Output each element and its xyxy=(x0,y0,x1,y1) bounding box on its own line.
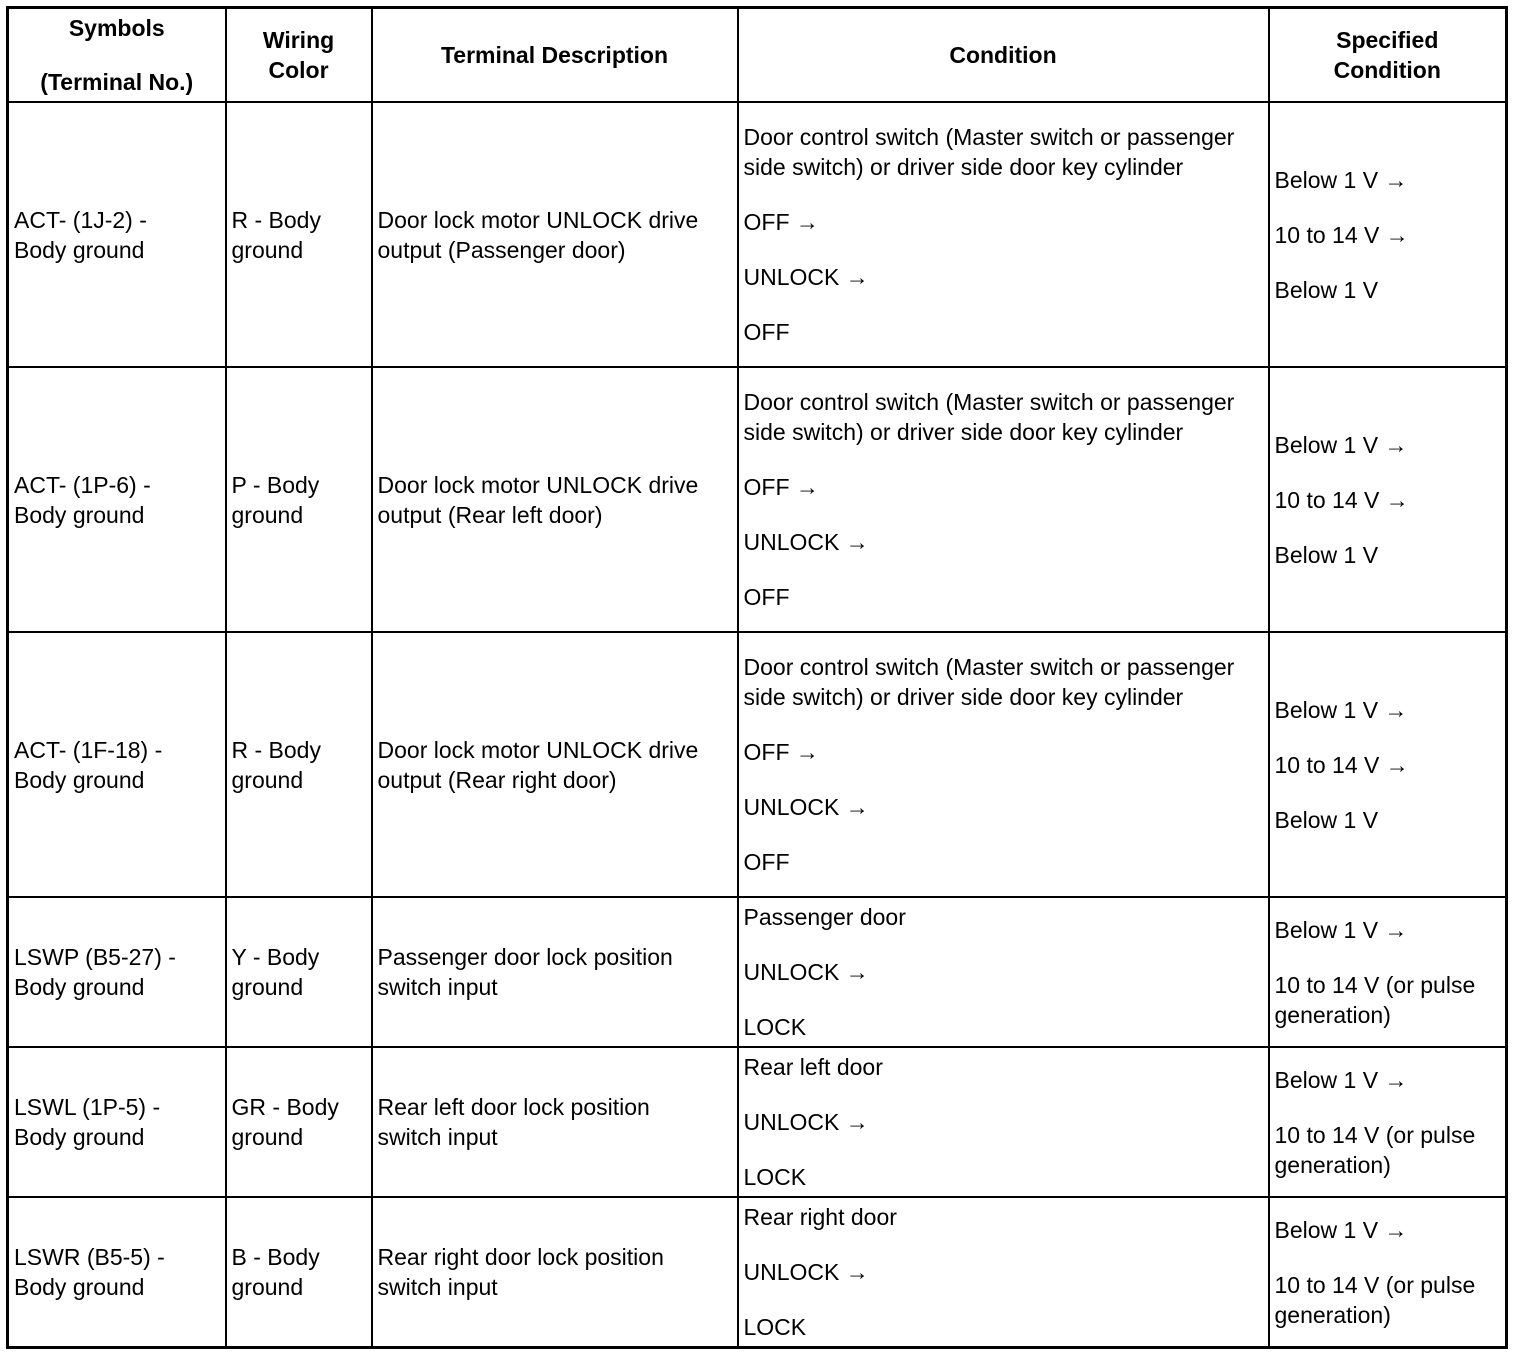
cell-description xyxy=(372,102,738,367)
table-row xyxy=(8,1047,1507,1197)
table-row xyxy=(8,102,1507,367)
cell-symbol xyxy=(8,632,226,897)
cell-description xyxy=(372,632,738,897)
condition-text: Door control switch (Master switch or passenger side switch) or driver side door key cylinder xyxy=(743,654,1235,710)
header-specified-condition xyxy=(1269,8,1507,103)
cell-specified-condition xyxy=(1269,102,1507,367)
table-row xyxy=(8,632,1507,897)
specified-value: 10 to 14 V (or pulse generation) xyxy=(1274,1121,1476,1178)
condition-text: Rear left door xyxy=(743,1054,883,1080)
specified-value: Below 1 V → xyxy=(1274,1066,1408,1093)
description-line: Passenger door lock position xyxy=(377,944,673,970)
cell-condition xyxy=(738,102,1269,367)
cell-wiring-color xyxy=(226,1197,372,1348)
cell-condition xyxy=(738,1047,1269,1197)
wiring-line: ground xyxy=(231,766,304,793)
cell-wiring-color xyxy=(226,102,372,367)
cell-wiring-color xyxy=(226,632,372,897)
specified-value: Below 1 V → xyxy=(1274,696,1408,723)
condition-step: OFF xyxy=(743,584,790,610)
wiring-line: ground xyxy=(231,974,304,1000)
cell-condition xyxy=(738,632,1269,897)
header-specified-line1: Specified xyxy=(1336,27,1439,53)
cell-description xyxy=(372,1047,738,1197)
header-symbols-line1: Symbols xyxy=(68,15,165,41)
header-wiring-color xyxy=(226,8,372,103)
description-line: Rear left door lock position xyxy=(377,1094,650,1120)
cell-symbol xyxy=(8,1047,226,1197)
header-row xyxy=(8,8,1507,103)
specified-value: 10 to 14 V → xyxy=(1274,751,1409,778)
symbol-line: ACT- (1J-2) - xyxy=(14,206,147,233)
condition-step: UNLOCK → xyxy=(743,264,869,290)
header-symbols xyxy=(8,8,226,103)
condition-text: Door control switch (Master switch or passenger side switch) or driver side door key cylinder xyxy=(743,124,1235,180)
symbol-line: LSWR (B5-5) - xyxy=(14,1244,165,1270)
cell-wiring-color xyxy=(226,897,372,1047)
description-line: output (Rear right door) xyxy=(377,766,617,793)
wiring-line: R - Body xyxy=(231,206,321,233)
cell-description xyxy=(372,897,738,1047)
header-wiring-line1: Wiring xyxy=(262,27,335,53)
wiring-line: R - Body xyxy=(231,736,321,763)
condition-text: Rear right door xyxy=(743,1204,897,1230)
cell-symbol xyxy=(8,367,226,632)
wiring-line: P - Body xyxy=(231,471,320,498)
condition-step: OFF → xyxy=(743,739,819,765)
description-line: Door lock motor UNLOCK drive xyxy=(377,471,699,498)
wiring-line: ground xyxy=(231,1124,304,1150)
condition-step: UNLOCK → xyxy=(743,529,869,555)
specified-value: 10 to 14 V → xyxy=(1274,221,1409,248)
condition-step: UNLOCK → xyxy=(743,1109,869,1135)
specified-value: Below 1 V xyxy=(1274,276,1379,303)
condition-text: Door control switch (Master switch or passenger side switch) or driver side door key cylinder xyxy=(743,389,1235,445)
symbol-line: Body ground xyxy=(14,1274,145,1300)
symbol-line: ACT- (1F-18) - xyxy=(14,736,163,763)
description-line: Door lock motor UNLOCK drive xyxy=(377,206,699,233)
table-row xyxy=(8,897,1507,1047)
cell-condition xyxy=(738,897,1269,1047)
header-symbols-line2: (Terminal No.) xyxy=(40,69,194,95)
table-body xyxy=(8,102,1507,1348)
cell-condition xyxy=(738,367,1269,632)
table-row xyxy=(8,367,1507,632)
cell-wiring-color xyxy=(226,1047,372,1197)
specified-value: 10 to 14 V (or pulse generation) xyxy=(1274,1271,1476,1328)
description-line: Rear right door lock position xyxy=(377,1244,664,1270)
cell-specified-condition xyxy=(1269,897,1507,1047)
cell-wiring-color xyxy=(226,367,372,632)
cell-specified-condition xyxy=(1269,632,1507,897)
specified-value: Below 1 V → xyxy=(1274,1216,1408,1243)
description-line: switch input xyxy=(377,1124,498,1150)
symbol-line: Body ground xyxy=(14,974,145,1000)
specified-value: 10 to 14 V (or pulse generation) xyxy=(1274,971,1476,1028)
symbol-line: Body ground xyxy=(14,766,145,793)
symbol-line: ACT- (1P-6) - xyxy=(14,471,151,498)
condition-step: LOCK xyxy=(743,1164,807,1190)
specified-value: Below 1 V → xyxy=(1274,431,1408,458)
cell-symbol xyxy=(8,897,226,1047)
symbol-line: LSWP (B5-27) - xyxy=(14,944,176,970)
wiring-line: Y - Body xyxy=(231,944,320,970)
symbol-line: Body ground xyxy=(14,501,145,528)
wiring-line: ground xyxy=(231,236,304,263)
condition-step: OFF → xyxy=(743,474,819,500)
cell-symbol xyxy=(8,1197,226,1348)
cell-specified-condition xyxy=(1269,1047,1507,1197)
condition-step: UNLOCK → xyxy=(743,959,869,985)
specified-value: Below 1 V xyxy=(1274,806,1379,833)
condition-step: OFF xyxy=(743,319,790,345)
cell-condition xyxy=(738,1197,1269,1348)
wiring-line: ground xyxy=(231,501,304,528)
specified-value: Below 1 V → xyxy=(1274,166,1408,193)
description-line: output (Rear left door) xyxy=(377,501,603,528)
specified-value: Below 1 V xyxy=(1274,541,1379,568)
cell-description xyxy=(372,1197,738,1348)
specified-value: 10 to 14 V → xyxy=(1274,486,1409,513)
header-terminal-description xyxy=(372,8,738,103)
terminal-table xyxy=(6,6,1508,1349)
cell-description xyxy=(372,367,738,632)
condition-step: LOCK xyxy=(743,1314,807,1340)
cell-specified-condition xyxy=(1269,367,1507,632)
table-row xyxy=(8,1197,1507,1348)
header-specified-line2: Condition xyxy=(1333,57,1441,83)
specified-value: Below 1 V → xyxy=(1274,916,1408,943)
condition-step: UNLOCK → xyxy=(743,1259,869,1285)
cell-specified-condition xyxy=(1269,1197,1507,1348)
cell-symbol xyxy=(8,102,226,367)
description-line: output (Passenger door) xyxy=(377,236,626,263)
symbol-line: Body ground xyxy=(14,236,145,263)
condition-step: OFF → xyxy=(743,209,819,235)
condition-step: UNLOCK → xyxy=(743,794,869,820)
condition-text: Passenger door xyxy=(743,904,906,930)
header-wiring-line2: Color xyxy=(268,57,329,83)
condition-step: LOCK xyxy=(743,1014,807,1040)
wiring-line: GR - Body xyxy=(231,1094,339,1120)
description-line: switch input xyxy=(377,974,498,1000)
symbol-line: Body ground xyxy=(14,1124,145,1150)
condition-step: OFF xyxy=(743,849,790,875)
header-terminal-description-text: Terminal Description xyxy=(440,42,669,68)
wiring-line: ground xyxy=(231,1274,304,1300)
header-condition-text: Condition xyxy=(949,42,1057,68)
description-line: Door lock motor UNLOCK drive xyxy=(377,736,699,763)
wiring-line: B - Body xyxy=(231,1244,320,1270)
description-line: switch input xyxy=(377,1274,498,1300)
symbol-line: LSWL (1P-5) - xyxy=(14,1094,161,1120)
header-condition xyxy=(738,8,1269,103)
table-header xyxy=(8,8,1507,103)
